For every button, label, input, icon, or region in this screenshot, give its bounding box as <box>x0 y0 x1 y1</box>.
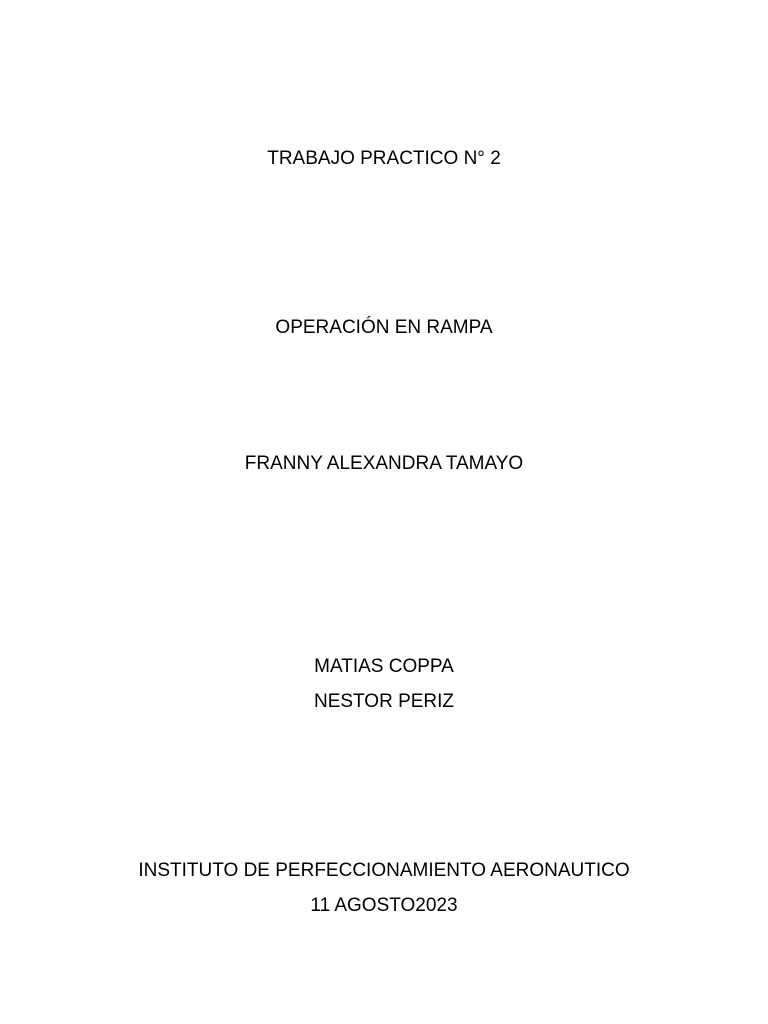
document-date: 11 AGOSTO2023 <box>310 895 458 916</box>
institution-name: INSTITUTO DE PERFECCIONAMIENTO AERONAUTICO <box>138 860 630 881</box>
student-name: FRANNY ALEXANDRA TAMAYO <box>244 453 524 474</box>
professor-name: NESTOR PERIZ <box>313 691 455 712</box>
document-subject: OPERACIÓN EN RAMPA <box>275 317 493 338</box>
professor-name: MATIAS COPPA <box>314 656 454 677</box>
document-title: TRABAJO PRACTICO N° 2 <box>267 148 501 169</box>
